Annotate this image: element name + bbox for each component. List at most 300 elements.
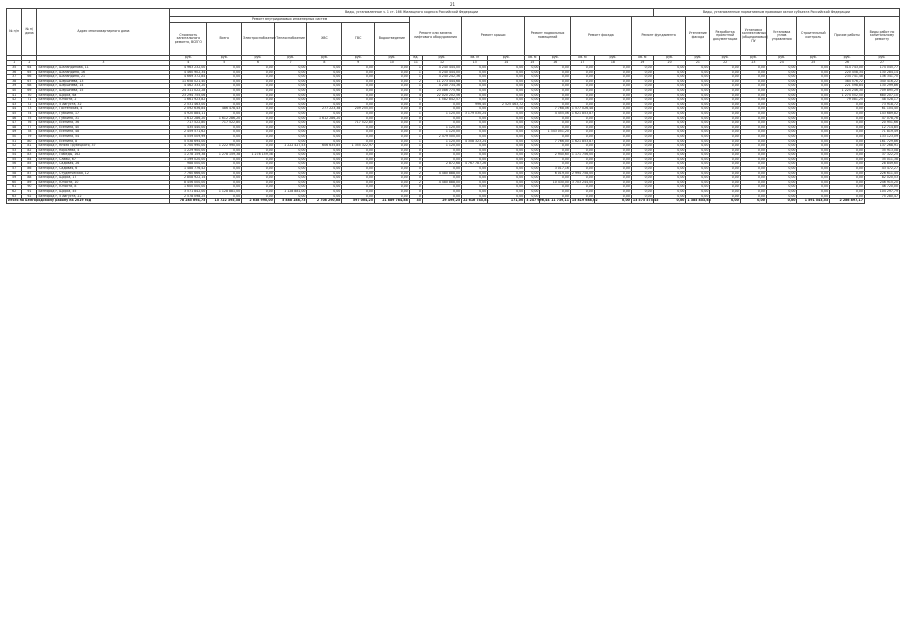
value-cell: 0,00 [342,102,375,107]
address-cell: Белгород г, Щорса, 6а [37,93,170,98]
value-cell: 0,00 [653,180,686,185]
value-cell: 717 522,80 [342,121,375,126]
value-cell: 0,00 [307,75,342,80]
address-cell: Белгород г, Шершнева, 14 [37,84,170,89]
value-cell: 0,00 [653,79,686,84]
value-cell: 0,00 [374,111,409,116]
value-cell: 0,00 [462,157,488,162]
value-cell: 0,00 [488,194,525,199]
value-cell: 0,00 [307,171,342,176]
value-cell: 0,00 [342,171,375,176]
value-cell: 4 308 323,24 [462,139,488,144]
total-value-cell: 0,00 [766,199,796,204]
value-cell: 0,00 [653,144,686,149]
value-cell: 0,00 [570,176,594,181]
value-cell: 0,00 [653,153,686,158]
value-cell: 0,00 [242,144,275,149]
value-cell: 0,00 [242,148,275,153]
value-cell: 0,00 [686,176,710,181]
value-cell: 28 849,60 [864,162,899,167]
value-cell: 0,00 [797,93,830,98]
row-number-cell: 53 [7,148,22,153]
value-cell: 0,00 [740,134,766,139]
value-cell: 0,00 [540,116,570,121]
value-cell: 4 240 242,36 [422,75,461,80]
row-number-cell: 38 [7,79,22,84]
value-cell: 1 600 000,00 [170,185,207,190]
house-number-cell: 66 [22,75,37,80]
value-cell: 0,00 [274,121,307,126]
value-cell: 0,00 [631,167,653,172]
value-cell: 0,00 [653,111,686,116]
value-cell: 0,00 [462,93,488,98]
value-cell: 0,00 [631,153,653,158]
value-cell: 0,00 [540,148,570,153]
value-cell: 161 729,86 [864,139,899,144]
value-cell: 0,00 [570,134,594,139]
value-cell: 0,00 [740,98,766,103]
unit-cell: руб. [170,56,207,61]
value-cell: 0,00 [242,79,275,84]
value-cell: 4 767 787,26 [462,162,488,167]
value-cell: 0,00 [710,130,740,135]
value-cell: 1 355 322,97 [342,144,375,149]
value-cell: 0,00 [686,194,710,199]
unit-cell: руб. [740,56,766,61]
value-cell: 0,00 [274,88,307,93]
value-cell: 0,00 [594,134,631,139]
value-cell: 0,00 [570,148,594,153]
value-cell: 0,00 [797,98,830,103]
value-cell: 0,00 [594,153,631,158]
house-number-cell: 83 [22,153,37,158]
value-cell: 4 963 232,00 [170,66,207,71]
value-cell: 0,00 [766,176,796,181]
value-cell: 0,00 [710,185,740,190]
unit-cell: руб. [374,56,409,61]
value-cell: 0,00 [653,121,686,126]
value-cell: 130 299,86 [864,84,899,89]
value-cell: 7 760 666,00 [170,171,207,176]
value-cell: 717 522,80 [207,121,242,126]
value-cell: 0,00 [242,185,275,190]
value-cell: 0,00 [374,66,409,71]
column-index-cell: 20 [653,61,686,66]
value-cell: 0,00 [766,70,796,75]
column-index-cell: 18 [594,61,631,66]
value-cell: 0,00 [540,102,570,107]
value-cell: 0,00 [488,125,525,130]
value-cell: 3 179 030,24 [462,111,488,116]
value-cell: 0,00 [307,157,342,162]
value-cell: 0,00 [342,157,375,162]
value-cell: 0,00 [830,116,865,121]
value-cell: 0,00 [307,84,342,89]
value-cell: 0,00 [274,162,307,167]
value-cell: 0,00 [710,144,740,149]
unit-cell: руб. [540,56,570,61]
value-cell: 2 092 636,84 [170,107,207,112]
value-cell: 0,00 [740,176,766,181]
value-cell: 0,00 [710,93,740,98]
value-cell: 0,00 [540,66,570,71]
value-cell: 0,00 [631,162,653,167]
value-cell: 0,00 [374,130,409,135]
value-cell: 0,00 [570,157,594,162]
value-cell: 0,00 [740,139,766,144]
row-number-cell: 52 [7,144,22,149]
value-cell: 0,00 [766,144,796,149]
value-cell: 1 274 552,50 [830,93,865,98]
value-cell: 0,00 [830,107,865,112]
unit-cell: руб. [207,56,242,61]
value-cell: 1 621 853,87 [571,138,594,143]
house-number-cell: 65 [22,70,37,75]
value-cell: 46 720,00 [864,185,899,190]
value-cell: 0,00 [830,162,865,167]
capital-repair-table-container [6,8,900,204]
basement-header: Ремонт подвальных помещений [525,17,571,56]
value-cell: 0,00 [830,171,865,176]
address-cell: Белгород г, Королёва, 4 [37,148,170,153]
value-cell: 0,00 [242,75,275,80]
value-cell: 0,00 [710,134,740,139]
value-cell: 0,00 [207,102,242,107]
value-cell: 0,00 [525,176,540,181]
total-value-cell: 13 575 575,45 [632,198,659,203]
value-cell: 0,00 [307,66,342,71]
value-cell: 0,00 [594,176,631,181]
value-cell: 0,00 [766,125,796,130]
value-cell: 0,00 [653,176,686,181]
unit-cell: кв. м [631,56,653,61]
house-number-cell: 71 [22,98,37,103]
value-cell: 226 611,45 [864,171,899,176]
address-cell: Белгород г, Шершнева, 15 [37,88,170,93]
value-cell: 0,00 [342,116,375,121]
value-cell: 0,00 [462,134,488,139]
value-cell: 75 280,47 [864,194,899,199]
house-number-cell: 79 [22,134,37,139]
value-cell: 0,00 [710,171,740,176]
value-cell: 0,00 [710,102,740,107]
value-cell: 0,00 [242,171,275,176]
value-cell: 1 582 842,57 [422,98,461,103]
value-cell: 0,00 [307,176,342,181]
value-cell: 0,00 [374,107,409,112]
value-cell: 1 [409,111,422,116]
value-cell: 2 578 098,25 [170,194,207,199]
value-cell: 0,00 [307,88,342,93]
value-cell: 0,00 [274,84,307,89]
value-cell: 0,00 [462,171,488,176]
value-cell: 4 240 444,00 [422,66,461,71]
unit-cell: кв. м [525,56,540,61]
value-cell: 0,00 [740,79,766,84]
value-cell: 1 222 990,00 [207,144,242,149]
value-cell: 0,00 [740,125,766,130]
value-cell: 0,00 [540,98,570,103]
value-cell: 0,00 [686,93,710,98]
value-cell: 0,00 [374,116,409,121]
value-cell: 0,00 [766,162,796,167]
value-cell: 0,00 [710,98,740,103]
row-number-cell: 44 [7,107,22,112]
value-cell: 4 462 333,20 [170,84,207,89]
value-cell: 0,00 [422,167,461,172]
value-cell: 0,00 [525,180,540,185]
value-cell: 0 [409,167,422,172]
value-cell: 0 [409,121,422,126]
value-cell: 0,00 [242,157,275,162]
value-cell: 0,00 [307,111,342,116]
value-cell: 0,00 [342,84,375,89]
value-cell: 0,00 [830,139,865,144]
value-cell: 0,00 [207,185,242,190]
value-cell: 174 045,77 [864,66,899,71]
value-cell: 4 700 990,00 [170,144,207,149]
address-cell: Белгород г, Губкина, 31 [37,116,170,121]
value-cell: 0,00 [207,148,242,153]
value-cell: 0,00 [540,84,570,89]
value-cell: 0,00 [797,180,830,185]
value-cell: 0,00 [686,167,710,172]
value-cell: 0,00 [570,185,594,190]
value-cell: 0,00 [540,79,570,84]
value-cell: 2 [409,79,422,84]
value-cell: 1 [409,75,422,80]
value-cell: 0,00 [686,180,710,185]
value-cell: 0,00 [631,93,653,98]
column-index-cell: 16 [540,61,570,66]
unit-cell: ед. [409,56,422,61]
value-cell: 0,00 [594,107,631,112]
value-cell: 0,00 [374,167,409,172]
value-cell: 0,00 [540,134,570,139]
foundation-header: Ремонт фундамента [631,17,686,56]
value-cell: 0,00 [797,102,830,107]
value-cell: 0,00 [653,185,686,190]
value-cell: 4 480 888,00 [422,171,461,176]
value-cell: 0,00 [594,98,631,103]
value-cell: 0,00 [740,171,766,176]
value-cell: 0,00 [242,134,275,139]
house-number-cell: 87 [22,171,37,176]
value-cell: 0,00 [525,157,540,162]
value-cell: 0,00 [653,171,686,176]
value-cell: 0,00 [374,79,409,84]
column-index-cell: 26 [830,61,865,66]
value-cell: 0,00 [342,66,375,71]
value-cell: 1 171 756,00 [571,152,594,157]
value-cell: 4 920 884,11 [170,111,207,116]
value-cell: 0,00 [570,88,594,93]
value-cell: 0,00 [274,102,307,107]
value-cell: 0,00 [653,194,686,199]
value-cell: 0,00 [242,70,275,75]
value-cell: 35 913,08 [864,148,899,153]
value-cell: 0,00 [594,125,631,130]
value-cell: 0,00 [570,130,594,135]
other-header: Прочие работы [830,17,865,56]
house-number-cell: 73 [22,107,37,112]
value-cell: 1 222 427,53 [274,144,307,149]
column-index-cell: 27 [864,61,899,66]
value-cell: 0,00 [274,153,307,158]
value-cell: 0,00 [207,93,242,98]
value-cell: 0,00 [422,116,461,121]
address-cell: Белгород г, Есенина, 40 [37,125,170,130]
value-cell: 0,00 [242,194,275,199]
value-cell: 0,00 [653,98,686,103]
column-index-cell: 9 [342,61,375,66]
value-cell: 0,00 [307,162,342,167]
value-cell: 0,00 [242,162,275,167]
value-cell: 0,00 [594,167,631,172]
total-value-cell: 22 616 745,81 [463,198,489,203]
value-cell: 0,00 [374,190,409,195]
value-cell: 0,00 [274,134,307,139]
value-cell: 0,00 [570,98,594,103]
value-cell: 0,00 [374,171,409,176]
value-cell: 0,00 [462,176,488,181]
column-index-cell: 23 [740,61,766,66]
value-cell: 0,00 [207,111,242,116]
value-cell: 0,00 [594,180,631,185]
value-cell: 0,00 [525,130,540,135]
value-cell: 0,00 [686,75,710,80]
value-cell: 0,00 [540,176,570,181]
value-cell: 1 278 159,38 [242,153,275,158]
value-cell: 0,00 [830,153,865,158]
value-cell: 0,00 [594,157,631,162]
value-cell: 2 459 571,62 [170,130,207,135]
value-cell: 0,00 [274,171,307,176]
house-number-cell: 76 [22,121,37,126]
value-cell: 0,00 [797,153,830,158]
value-cell: 0,00 [830,125,865,130]
group-regional-header: Виды, установленные нормативным правовым актом субъекта Российской Федерации [653,9,899,17]
value-cell: 0,00 [710,66,740,71]
total-value-cell: 2 638 990,00 [242,199,275,204]
value-cell: 0,00 [686,79,710,84]
value-cell: 0,00 [462,88,488,93]
value-cell: 0,00 [342,185,375,190]
value-cell: 0,00 [242,176,275,181]
value-cell: 996,40 [462,102,488,107]
address-cell: Белгород г, Князя Трубецкого, 37 [37,144,170,149]
value-cell: 130 284,14 [864,70,899,75]
value-cell: 1 278 159,38 [207,153,242,158]
value-cell: 0,00 [631,88,653,93]
value-cell: 0,00 [740,144,766,149]
value-cell: 0,00 [631,130,653,135]
address-cell: Белгород г, Юности, 10 [37,180,170,185]
value-cell: 0,00 [570,194,594,199]
value-cell: 0,00 [710,116,740,121]
value-cell: 0,00 [540,162,570,167]
value-cell: 0,00 [653,130,686,135]
house-number-cell: 75 [22,116,37,121]
value-cell: 0,00 [374,194,409,199]
value-cell: 0,00 [797,144,830,149]
address-cell: Белгород г, Есенина, 8 [37,139,170,144]
value-cell: 0,00 [374,121,409,126]
column-index-cell: 15 [525,61,540,66]
value-cell: 0,00 [540,93,570,98]
value-cell: 0,00 [686,116,710,121]
total-value-cell: 11 739,11 [540,199,570,204]
value-cell: 0,00 [740,194,766,199]
value-cell: 0,00 [740,153,766,158]
value-cell: 0,00 [631,75,653,80]
value-cell: 0,00 [462,70,488,75]
value-cell: 0 [409,190,422,195]
value-cell: 709 895,29 [864,88,899,93]
value-cell: 1 [409,98,422,103]
value-cell: 1 [409,144,422,149]
value-cell: 0,00 [740,116,766,121]
meters-header: Установка коллективных (общедомовых) ПУ [740,17,766,56]
value-cell: 0,00 [740,88,766,93]
value-cell: 0,00 [797,84,830,89]
total-value-cell: 2 708 290,68 [307,199,342,204]
value-cell: 0,00 [462,121,488,126]
value-cell: 0,00 [342,125,375,130]
value-cell: 0,00 [274,116,307,121]
value-cell: 0,00 [710,84,740,89]
value-cell: 0,00 [797,111,830,116]
value-cell: 8 456 000,00 [170,180,207,185]
value-cell: 0,00 [242,111,275,116]
value-cell: 0,00 [631,190,653,195]
value-cell: 0,00 [830,130,865,135]
value-cell: 0,00 [653,93,686,98]
page-number: 21 [449,2,456,7]
value-cell: 0,00 [274,79,307,84]
value-cell: 0,00 [653,167,686,172]
value-cell: 0,00 [242,93,275,98]
row-number-cell: 48 [7,125,22,130]
value-cell: 0,00 [594,88,631,93]
value-cell: 0 [409,116,422,121]
house-number-cell: 70 [22,93,37,98]
value-cell: 0,00 [342,139,375,144]
value-cell: 0,00 [570,84,594,89]
value-cell: 4 240 444,00 [422,70,461,75]
value-cell: 0,00 [207,79,242,84]
value-cell: 0,00 [207,157,242,162]
value-cell: 2 [409,180,422,185]
hvs-header: ХВС [307,23,342,56]
value-cell: 0,00 [422,194,461,199]
value-cell: 0,00 [422,121,461,126]
value-cell: 0,00 [830,157,865,162]
value-cell: 0,00 [242,190,275,195]
value-cell: 0,00 [830,180,865,185]
value-cell: 0,00 [342,167,375,172]
value-cell: 514 743,00 [830,66,865,71]
value-cell: 0,00 [570,75,594,80]
house-number-cell: 80 [22,139,37,144]
value-cell: 35 011,38 [864,157,899,162]
address-cell: Белгород г, Есенина, 36 [37,121,170,126]
value-cell: 0,00 [342,176,375,181]
value-cell: 73 918,72 [864,102,899,107]
value-cell: 7 766,00 [540,139,570,144]
value-cell: 2 531 463,00 [170,102,207,107]
value-cell: 0,00 [307,190,342,195]
